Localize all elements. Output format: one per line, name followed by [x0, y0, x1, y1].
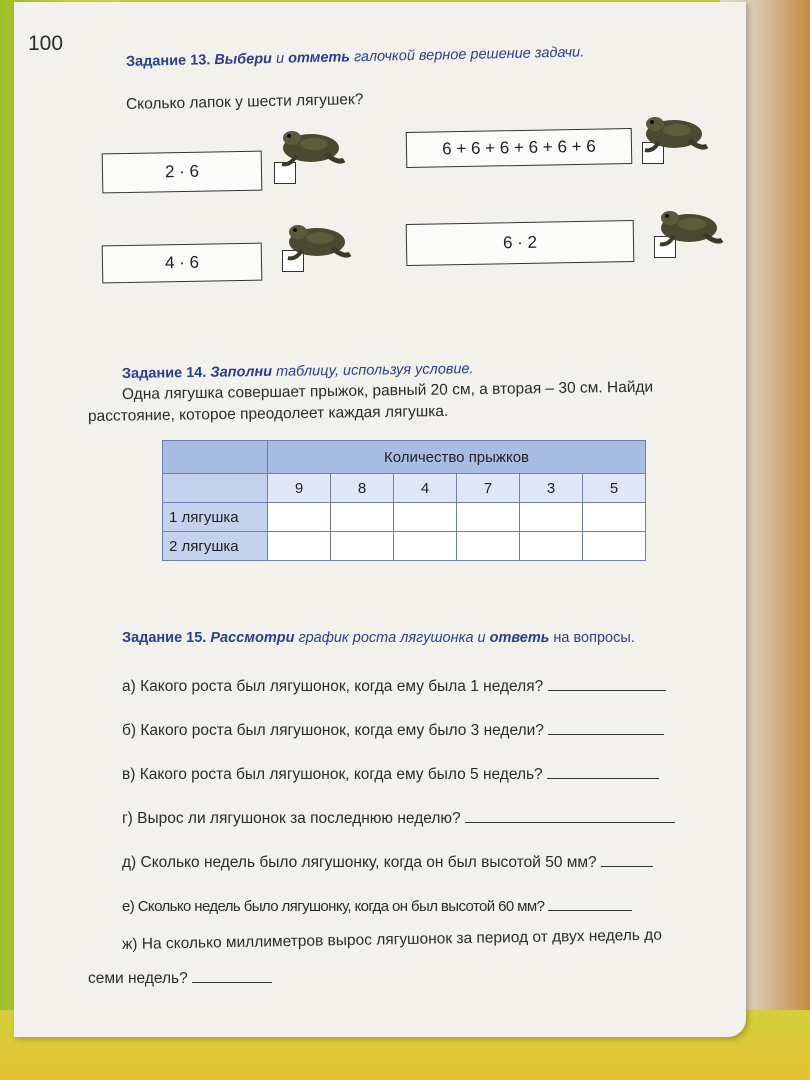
task15-label: Задание 15. — [122, 630, 207, 646]
option-2x6[interactable]: 2 · 6 — [102, 151, 263, 194]
task14-title — [122, 361, 474, 382]
table-cell[interactable] — [394, 532, 457, 561]
question-b — [122, 720, 664, 740]
answer-line-zh[interactable] — [192, 968, 272, 983]
question-d — [122, 852, 653, 872]
answer-line-g[interactable] — [465, 808, 675, 823]
frog-image — [282, 218, 352, 264]
question-e-text: е) Сколько недель было лягушонку, когда он был высотой 60 мм? — [122, 898, 545, 915]
task15-rest: на вопросы. — [553, 630, 635, 646]
table-cell[interactable] — [583, 532, 646, 561]
row-label-frog2: 2 лягушка — [163, 532, 268, 561]
question-g — [122, 808, 675, 828]
table-cell[interactable] — [331, 503, 394, 532]
question-a — [122, 676, 666, 696]
column-header: 5 — [583, 474, 646, 503]
option-sum-of-sixes[interactable]: 6 + 6 + 6 + 6 + 6 + 6 — [406, 128, 633, 168]
column-header: 9 — [268, 474, 331, 503]
column-header: 8 — [331, 474, 394, 503]
column-header: 7 — [457, 474, 520, 503]
table-cell[interactable] — [268, 503, 331, 532]
task14-condition-line1: Одна лягушка совершает прыжок, равный 20 см, а вторая – 30 см. Найди — [121, 378, 654, 403]
question-d-text: д) Сколько недель было лягушонку, когда он был высотой 50 мм? — [122, 854, 597, 871]
task13-title — [126, 44, 584, 70]
answer-line-e[interactable] — [548, 896, 632, 911]
row-label-frog1: 1 лягушка — [163, 503, 268, 532]
task15-verb1: Рассмотри — [210, 630, 295, 646]
answer-line-v[interactable] — [547, 764, 659, 779]
table-cell[interactable] — [520, 532, 583, 561]
table-cell[interactable] — [394, 503, 457, 532]
jumps-table — [162, 440, 646, 561]
question-zh-text: семи недель? — [88, 970, 188, 987]
question-v — [122, 764, 659, 784]
task13-and: и — [275, 50, 285, 67]
table-corner — [163, 441, 268, 474]
table-cell[interactable] — [457, 532, 520, 561]
task15-and: и — [477, 630, 486, 646]
workbook-page — [14, 2, 746, 1037]
task14-condition-line2: расстояние, которое преодолеет каждая лягушка. — [87, 402, 449, 425]
answer-line-b[interactable] — [548, 720, 664, 735]
task13-label: Задание 13. — [125, 52, 211, 70]
task14-label: Задание 14. — [121, 364, 207, 382]
question-zh-line2 — [88, 968, 272, 988]
answer-line-d[interactable] — [601, 852, 653, 867]
column-header: 4 — [394, 474, 457, 503]
task13-rest: галочкой верное решение задачи. — [353, 44, 585, 66]
task14-verb: Заполни — [210, 363, 273, 381]
table-header: Количество прыжков — [268, 441, 646, 474]
table-cell[interactable] — [457, 503, 520, 532]
frog-image — [654, 204, 724, 250]
page-number: 100 — [28, 32, 64, 55]
task13-question: Сколько лапок у шести лягушек? — [125, 91, 364, 113]
question-a-text: а) Какого роста был лягушонок, когда ему была 1 неделя? — [122, 678, 544, 695]
column-header: 3 — [520, 474, 583, 503]
question-e — [122, 896, 632, 915]
table-cell[interactable] — [331, 532, 394, 561]
option-6x2[interactable]: 6 · 2 — [406, 220, 635, 266]
table-cell[interactable] — [268, 532, 331, 561]
task13-verb1: Выбери — [214, 50, 273, 69]
question-b-text: б) Какого роста был лягушонок, когда ему было 3 недели? — [122, 722, 544, 739]
frog-image — [276, 124, 346, 170]
table-cell[interactable] — [583, 503, 646, 532]
frog-image — [639, 110, 709, 156]
question-g-text: г) Вырос ли лягушонок за последнюю неделю? — [122, 810, 461, 827]
task13-verb2: отметь — [287, 49, 351, 67]
question-zh-line1: ж) На сколько миллиметров вырос лягушонок за период от двух недель до — [121, 926, 663, 953]
task14-rest: таблицу, используя условие. — [276, 361, 474, 380]
question-v-text: в) Какого роста был лягушонок, когда ему было 5 недель? — [122, 766, 543, 783]
table-cell[interactable] — [520, 503, 583, 532]
task15-title — [122, 630, 635, 646]
option-4x6[interactable]: 4 · 6 — [102, 243, 263, 284]
table-corner-2 — [163, 474, 268, 503]
answer-line-a[interactable] — [548, 676, 666, 691]
task15-verb2: ответь — [489, 630, 550, 646]
task15-mid: график роста лягушонка — [298, 630, 474, 646]
